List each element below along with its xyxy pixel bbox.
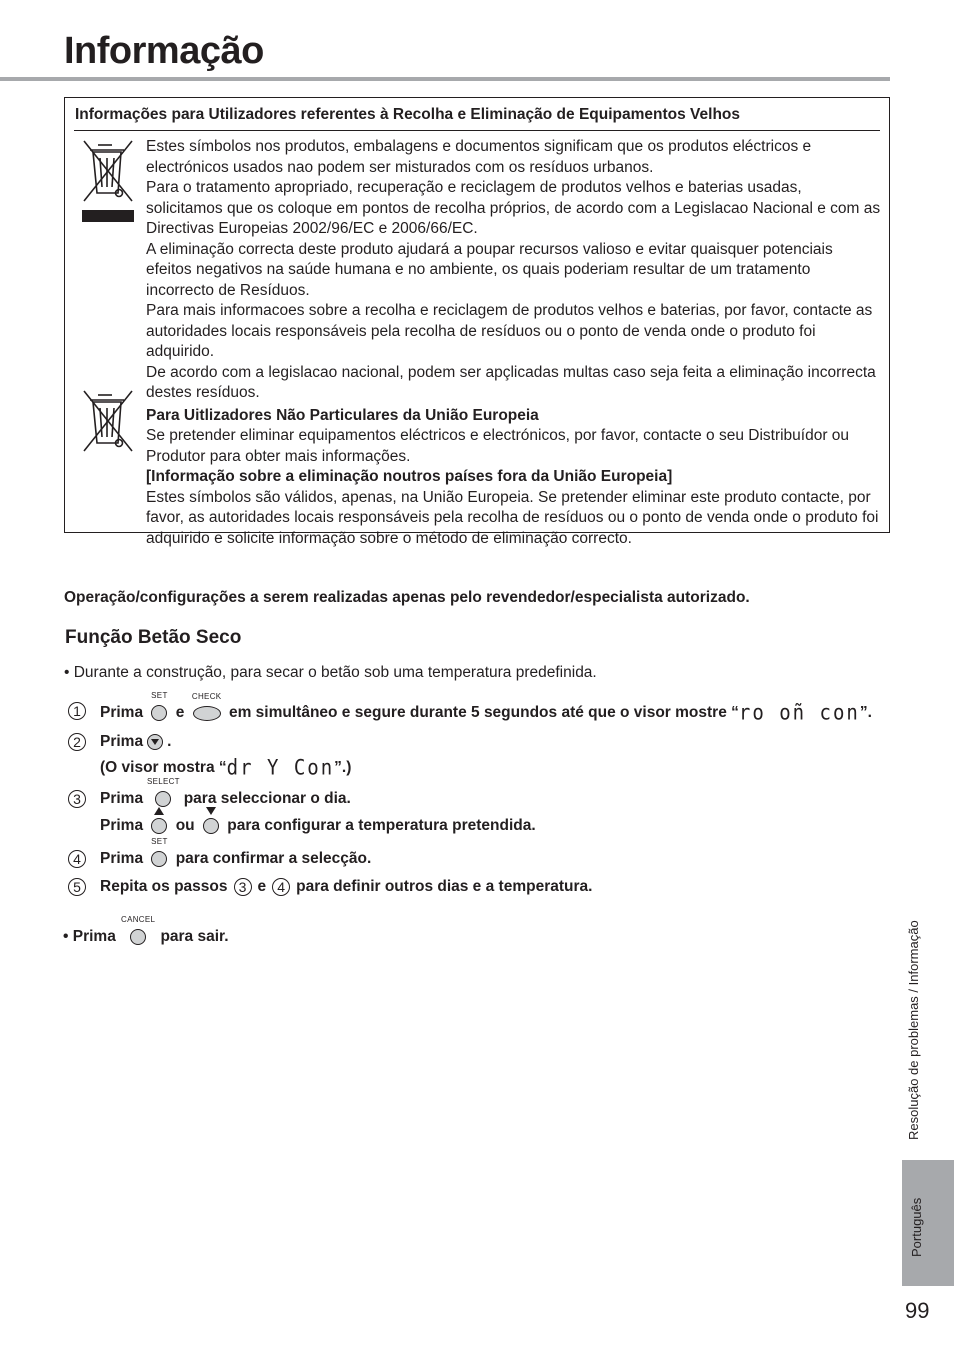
step-4 [100, 836, 372, 868]
set-button-2[interactable] [151, 836, 168, 867]
down-arrow-icon [151, 739, 159, 745]
set-button[interactable] [151, 691, 168, 721]
step-number-5: 5 [68, 878, 86, 896]
down-button[interactable] [147, 734, 163, 750]
title-rule [0, 77, 890, 81]
step-3-prima-2: Prima [100, 817, 144, 834]
eu-business-text: Se pretender eliminar equipamentos eléctricos e electrónicos, por favor, contacte o seu Distribuídor ou Produtor para obter mais informações. [146, 427, 850, 465]
exit-note-text: para sair. [160, 928, 229, 945]
section-side-label: Resolução de problemas / Informação [906, 920, 921, 1140]
select-button[interactable] [146, 776, 180, 807]
step-2-visor-open: (O visor mostra “ [100, 759, 227, 777]
step-number-4: 4 [68, 850, 86, 868]
step-1-prima: Prima [100, 704, 144, 722]
step-3 [100, 776, 351, 808]
disposal-paragraph: Para mais informacoes sobre a recolha e reciclagem de produtos velhos e baterias, por favor, contacte as autoridades locais responsáveis pela recolha de resíduos ou o ponto de venda onde o produto foi adquirido. [146, 302, 873, 360]
step-number-1: 1 [68, 702, 86, 720]
disposal-info-divider [74, 130, 880, 131]
crossed-bin-icon [78, 138, 134, 206]
section-title: Função Betão Seco [65, 627, 242, 648]
set-button-caption: SET [151, 691, 168, 700]
step-3-text: para seleccionar o dia. [183, 790, 351, 807]
step-2-end: . [167, 733, 172, 750]
check-button-caption: CHECK [191, 691, 222, 701]
page-title: Informação [64, 30, 264, 72]
dealer-note: Operação/configurações a serem realizadas apenas pelo revendedor/especialista autorizado. [64, 589, 750, 606]
step-3-temperature [100, 817, 536, 835]
step-3-or: ou [175, 817, 195, 834]
page-number: 99 [905, 1298, 930, 1323]
step-number-3: 3 [68, 790, 86, 808]
down-button-2[interactable] [203, 818, 219, 834]
disposal-info-box [64, 97, 890, 547]
check-button-icon [193, 706, 221, 721]
step-5-text-2: para definir outros dias e a temperatura. [296, 878, 593, 896]
cancel-button-caption: CANCEL [120, 914, 156, 924]
disposal-info-body [146, 137, 881, 549]
down-arrow-icon-2 [206, 807, 216, 815]
disposal-paragraph: A eliminação correcta deste produto ajudará a poupar recursos valioso e evitar quaisquer potenciais efeitos negativos na saúde humana e no ambiente, os quais poderiam resultar de um tratamento incorrecto de Resíduos. [146, 240, 833, 299]
step-1-and: e [175, 704, 185, 722]
select-button-caption: SELECT [146, 776, 180, 786]
set-button-caption-2: SET [151, 836, 168, 846]
step-2-display-note [100, 757, 351, 779]
step-1-text: em simultâneo e segure durante 5 segundos até que o visor mostre “ [228, 704, 739, 722]
select-button-icon [155, 791, 171, 807]
up-arrow-icon [154, 807, 164, 815]
non-eu-text: Estes símbolos são válidos, apenas, na União Europeia. Se pretender eliminar este produto contacte, por favor, as autoridades locais responsáveis pela recolha de resíduos ou o ponto de venda onde o produto foi adquirido e solicite informação sobre o método de eliminação correcto. [146, 488, 879, 547]
step-5-ref-4: 4 [272, 878, 290, 896]
step-3-text-2: para configurar a temperatura pretendida. [227, 817, 536, 834]
step-4-text: para confirmar a selecção. [175, 850, 372, 867]
step-3-prima: Prima [100, 790, 144, 807]
step-1-end: ”. [859, 704, 872, 722]
cancel-button[interactable] [120, 914, 156, 945]
disposal-paragraph: Para o tratamento apropriado, recuperação e reciclagem de produtos velhos e baterias usadas, solicitamos que os coloque em pontos de recolha próprios, de acordo com a Legislacao Nacional e com as Directivas Europeias 2002/96/EC e 2006/66/EC. [146, 179, 881, 237]
exit-note-prima: • Prima [63, 928, 116, 945]
up-button[interactable] [151, 818, 167, 834]
crossed-bin-bar [82, 210, 134, 222]
disposal-paragraph: De acordo com a legislacao nacional, podem ser apçlicadas multas caso seja feita a eliminação incorrecta destes resíduos. [146, 363, 876, 401]
set-button-icon [151, 705, 167, 721]
language-tab-label: Português [909, 1197, 924, 1257]
disposal-info-heading: Informações para Utilizadores referentes à Recolha e Eliminação de Equipamentos Velhos [75, 106, 741, 123]
lcd-display-room-con: ro oñ con [738, 700, 860, 726]
step-5-text-1: Repita os passos [100, 878, 228, 896]
step-2 [100, 733, 171, 751]
step-1 [100, 691, 872, 726]
step-2-prima: Prima [100, 733, 144, 750]
lcd-display-dry-con: dr Y Con [226, 755, 335, 781]
step-5-ref-3: 3 [234, 878, 252, 896]
cancel-button-icon [130, 929, 146, 945]
step-5-and: e [257, 878, 267, 896]
check-button[interactable] [191, 691, 222, 721]
step-4-prima: Prima [100, 850, 144, 867]
disposal-paragraph: Estes símbolos nos produtos, embalagens e documentos significam que os produtos eléctricos e electrónicos usados nao podem ser misturados com os resíduos urbanos. [146, 138, 812, 176]
exit-note [63, 914, 229, 946]
down-button-icon-2 [203, 818, 219, 834]
step-number-2: 2 [68, 733, 86, 751]
set-button-icon-2 [151, 851, 167, 867]
crossed-bin-battery-icon [78, 388, 134, 456]
step-2-visor-close: ”.) [334, 759, 352, 777]
intro-text: • Durante a construção, para secar o betão sob uma temperatura predefinida. [64, 664, 597, 681]
non-eu-heading: [Informação sobre a eliminação noutros países fora da União Europeia] [146, 468, 673, 485]
step-5 [100, 878, 592, 896]
up-button-icon [151, 818, 167, 834]
eu-business-heading: Para Uitlizadores Não Particulares da União Europeia [146, 406, 539, 424]
